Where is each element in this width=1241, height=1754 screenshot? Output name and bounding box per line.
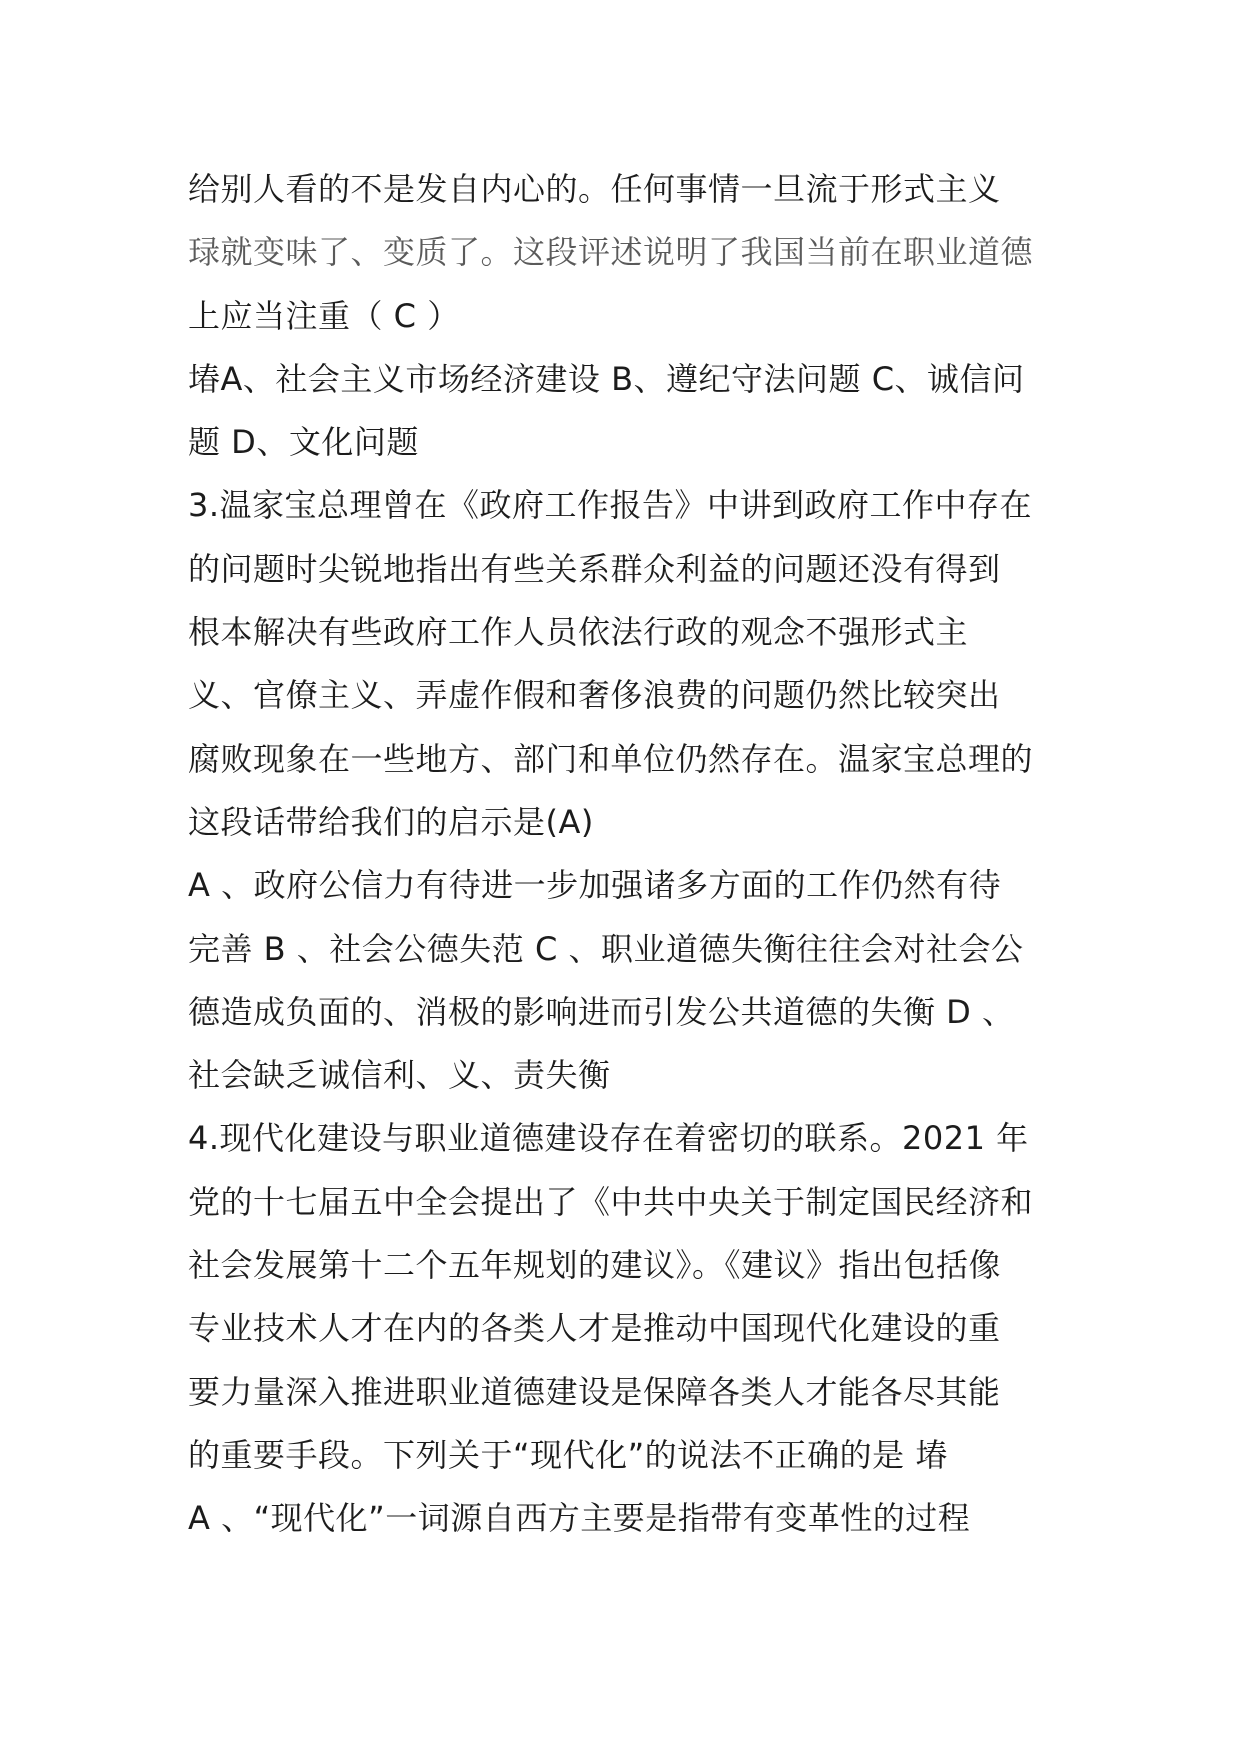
text-line-15: 社会缺乏诚信利、义、责失衡 — [188, 1056, 611, 1095]
text-line-17: 党的十七届五中全会提出了《中共中央关于制定国民经济和 — [188, 1182, 1034, 1221]
text-line-20: 要力量深入推进职业道德建设是保障各类人才能各尽其能 — [188, 1372, 1001, 1411]
text-line-16: 4.现代化建设与职业道德建设存在着密切的联系。2021 年 — [188, 1119, 1029, 1158]
text-line-10: 腐败现象在一些地方、部门和单位仍然存在。温家宝总理的 — [188, 739, 1034, 778]
text-line-5: 题 D、文化问题 — [188, 423, 419, 462]
document-body — [188, 158, 1068, 1551]
text-line-7: 的问题时尖锐地指出有些关系群众利益的问题还没有得到 — [188, 549, 1001, 588]
text-line-12: A 、政府公信力有待进一步加强诸多方面的工作仍然有待 — [188, 866, 1002, 905]
text-line-8: 根本解决有些政府工作人员依法行政的观念不强形式主 — [188, 613, 969, 652]
text-line-6: 3.温家宝总理曾在《政府工作报告》中讲到政府工作中存在 — [188, 486, 1033, 525]
text-line-19: 专业技术人才在内的各类人才是推动中国现代化建设的重 — [188, 1309, 1001, 1348]
text-line-21: 的重要手段。下列关于“现代化”的说法不正确的是 堾 — [188, 1435, 948, 1474]
text-line-22: A 、“现代化”一词源自西方主要是指带有变革性的过程 — [188, 1499, 971, 1538]
text-line-1: 给别人看的不是发自内心的。任何事情一旦流于形式主义 — [188, 170, 1001, 208]
text-line-2: 琭就变味了、变质了。这段评述说明了我国当前在职业道德 — [188, 233, 1034, 272]
text-line-3: 上应当注重（ C ） — [188, 296, 460, 335]
text-line-13: 完善 B 、社会公德失范 C 、职业道德失衡往往会对社会公 — [188, 929, 1024, 968]
text-line-18: 社会发展第十二个五年规划的建议》。《建议》指出包括像 — [188, 1246, 1002, 1285]
text-line-4: 堾A、社会主义市场经济建设 B、遵纪守法问题 C、诚信问 — [188, 359, 1025, 398]
text-line-9: 义、官僚主义、弄虚作假和奢侈浪费的问题仍然比较突出 — [188, 676, 1001, 715]
text-line-14: 德造成负面的、消极的影响进而引发公共道德的失衡 D 、 — [188, 992, 1015, 1031]
text-line-11: 这段话带给我们的启示是(A) — [188, 802, 594, 841]
